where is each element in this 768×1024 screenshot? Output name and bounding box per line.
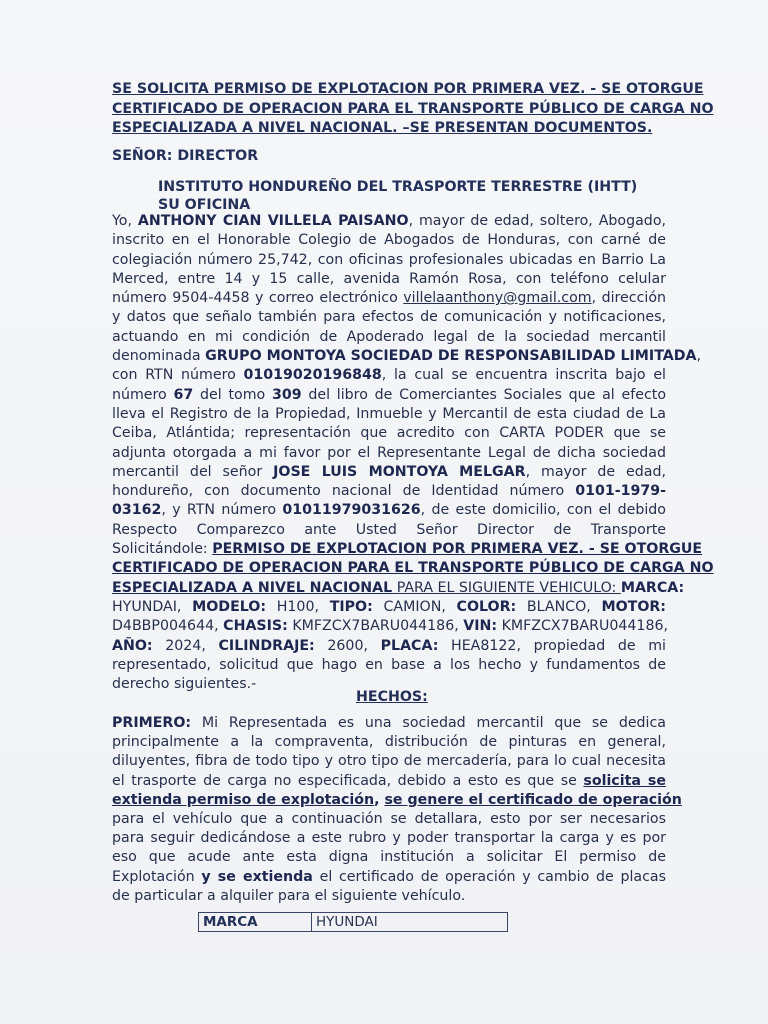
body-line: ESPECIALIZADA A NIVEL NACIONAL PARA EL SIGUIENTE VEHICULO: MARCA:: [112, 579, 685, 596]
body-line: lleva el Registro de la Propiedad, Inmueble y Mercantil de esta ciudad de La: [112, 405, 666, 422]
addressee-block: [158, 178, 637, 214]
spec-key: MARCA: [199, 913, 312, 932]
body-line: hondureño, con documento nacional de Identidad número 0101-1979-: [112, 483, 666, 500]
body-line: denominada GRUPO MONTOYA SOCIEDAD DE RESPONSABILIDAD LIMITADA,: [112, 348, 702, 365]
body-line: número 67 del tomo 309 del libro de Comerciantes Sociales que al efecto: [112, 386, 667, 403]
email-link[interactable]: villelaanthony@gmail.com: [403, 290, 592, 307]
body-line: Explotación y se extienda el certificado de operación y cambio de placas: [112, 868, 666, 885]
petition-body: [112, 212, 714, 694]
body-line: de particular a alquiler para el siguiente vehículo.: [112, 887, 466, 904]
body-line: D4BBP004644, CHASIS: KMFZCX7BARU044186, VIN: KMFZCX7BARU044186,: [112, 618, 669, 635]
table-row: [199, 913, 508, 932]
office-line: SU OFICINA: [158, 197, 251, 213]
body-line: extienda permiso de explotación, se genere el certificado de operación: [112, 791, 682, 808]
body-line: inscrito en el Honorable Colegio de Abogados de Honduras, con carné de: [112, 232, 666, 249]
body-line: derecho siguientes.-: [112, 676, 257, 693]
body-line: adjunta otorgada a mi favor por el Representante Legal de dicha sociedad: [112, 444, 666, 461]
body-line: HYUNDAI, MODELO: H100, TIPO: CAMION, COLOR: BLANCO, MOTOR:: [112, 598, 666, 615]
body-line: el trasporte de carga no especificada, debido a esto es que se solicita se: [112, 772, 666, 789]
primero-paragraph: [112, 714, 682, 906]
body-line: AÑO: 2024, CILINDRAJE: 2600, PLACA: HEA8122, propiedad de mi: [112, 637, 666, 654]
spec-value: HYUNDAI: [312, 913, 508, 932]
body-line: diluyentes, fibra de todo tipo y otro tipo de mercadería, para lo cual necesita: [112, 753, 666, 770]
body-line: CERTIFICADO DE OPERACION PARA EL TRANSPORTE PÚBLICO DE CARGA NO: [112, 560, 714, 577]
body-line: Ceiba, Atlántida; representación que acredito con CARTA PODER que se: [112, 425, 666, 442]
salutation: SEÑOR: DIRECTOR: [112, 148, 259, 164]
body-line: representado, solicitud que hago en base a los hecho y fundamentos de: [112, 656, 666, 673]
body-line: número 9504-4458 y correo electrónico villelaanthony@gmail.com, dirección: [112, 290, 666, 307]
heading-line: ESPECIALIZADA A NIVEL NACIONAL. –SE PRESENTAN DOCUMENTOS.: [112, 120, 653, 137]
body-line: para seguir dedicándose a este rubro y poder transportar la carga y es por: [112, 830, 666, 847]
document-heading: [112, 80, 714, 139]
body-line: Merced, entre 14 y 15 calle, avenida Ramón Rosa, con teléfono celular: [112, 270, 666, 287]
heading-line: CERTIFICADO DE OPERACION PARA EL TRANSPORTE PÚBLICO DE CARGA NO: [112, 100, 714, 117]
body-line: colegiación número 25,742, con oficinas profesionales ubicadas en Barrio La: [112, 251, 666, 268]
vehicle-spec-table: [198, 912, 508, 932]
body-line: con RTN número 01019020196848, la cual se encuentra inscrita bajo el: [112, 367, 666, 384]
heading-line: SE SOLICITA PERMISO DE EXPLOTACION POR PRIMERA VEZ. - SE OTORGUE: [112, 81, 704, 97]
body-line: para el vehículo que a continuación se detallara, esto por ser necesarios: [112, 811, 666, 828]
body-line: actuando en mi condición de Apoderado legal de la sociedad mercantil: [112, 328, 666, 345]
body-line: Solicitándole: PERMISO DE EXPLOTACION POR PRIMERA VEZ. - SE OTORGUE: [112, 541, 703, 558]
body-line: PRIMERO: Mi Representada es una sociedad mercantil que se dedica: [112, 715, 666, 731]
body-line: Yo, ANTHONY CIAN VILLELA PAISANO, mayor de edad, soltero, Abogado,: [112, 213, 667, 229]
body-line: mercantil del señor JOSE LUIS MONTOYA MELGAR, mayor de edad,: [112, 463, 666, 480]
institute-name: INSTITUTO HONDUREÑO DEL TRASPORTE TERRESTRE (IHTT): [158, 179, 638, 195]
body-line: Respecto Comparezco ante Usted Señor Director de Transporte: [112, 521, 666, 538]
body-line: y datos que señalo también para efectos de comunicación y notificaciones,: [112, 309, 666, 326]
body-line: eso que acude ante esta digna institución a solicitar El permiso de: [112, 849, 666, 866]
hechos-title: HECHOS:: [356, 689, 428, 705]
body-line: principalmente a la compraventa, distribución de pinturas en general,: [112, 734, 666, 751]
body-line: 03162, y RTN número 01011979031626, de este domicilio, con el debido: [112, 502, 666, 519]
